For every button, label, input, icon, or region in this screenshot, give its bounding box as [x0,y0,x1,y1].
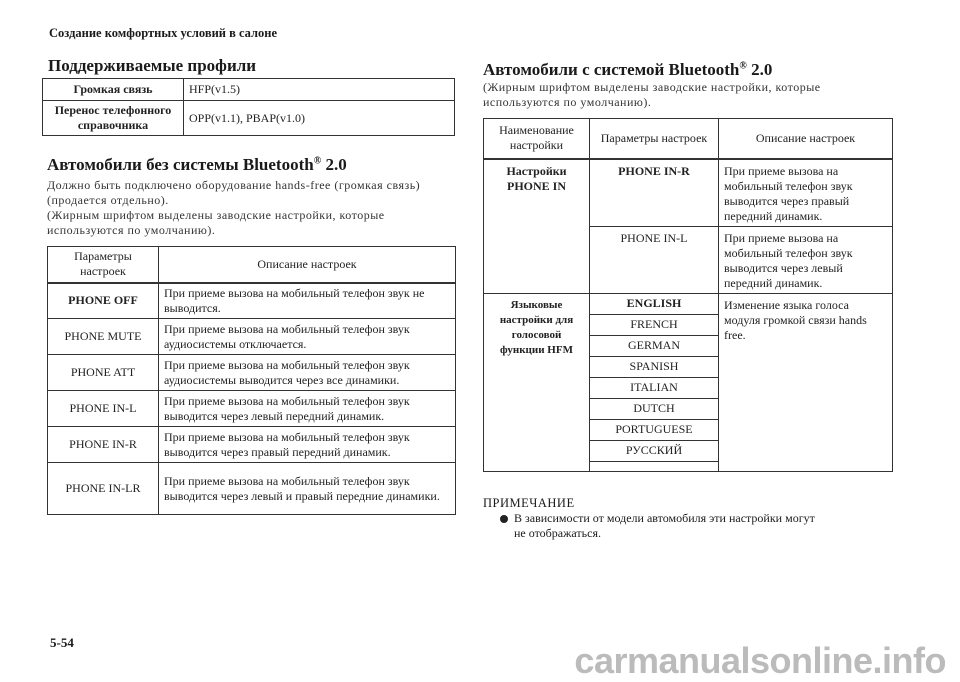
note-body: В зависимости от модели автомобиля эти настройки могут не отображаться. [500,511,815,541]
empty-cell [590,461,719,471]
bt-title: Автомобили с системой Bluetooth® 2.0 [483,60,773,79]
lang-option: ENGLISH [590,293,719,314]
page-number: 5-54 [50,635,74,650]
lang-option: SPANISH [590,356,719,377]
lang-option: ITALIAN [590,377,719,398]
nobt-paragraph: Должно быть подключено оборудование hands-free (громкая связь) (продается отдельно). (Жирным шрифтом выделены заводские настройки, которые используются по умолчанию). [47,178,421,237]
profile-name: Перенос телефонного справочника [43,101,184,136]
setting-desc: При приеме вызова на мобильный телефон звук выводится через левый передний динамик. [159,391,456,427]
setting-param: PHONE IN-R [48,427,159,463]
lang-option: FRENCH [590,314,719,335]
setting-desc: При приеме вызова на мобильный телефон звук аудиосистемы выводится через все динамики. [159,355,456,391]
setting-desc: При приеме вызова на мобильный телефон звук аудиосистемы отключается. [159,319,456,355]
watermark: carmanualsonline.info [574,640,946,681]
setting-param: PHONE IN-LR [48,463,159,515]
lang-option: РУССКИЙ [590,440,719,461]
bullet-icon [500,515,508,523]
setting-desc: При приеме вызова на мобильный телефон звук не выводится. [159,283,456,319]
setting-param: PHONE ATT [48,355,159,391]
col-header: Параметры настроек [590,119,719,159]
setting-param: PHONE IN-L [590,226,719,293]
setting-param: PHONE IN-L [48,391,159,427]
nobt-table [47,246,456,515]
col-header: Описание настроек [719,119,893,159]
lang-option: DUTCH [590,398,719,419]
profile-name: Громкая связь [43,79,184,101]
setting-param: PHONE OFF [48,283,159,319]
setting-name: Языковые настройки для голосовой функции HFM [484,293,590,471]
bt-paragraph: (Жирным шрифтом выделены заводские настройки, которые используются по умолчанию). [483,80,821,109]
setting-name: Настройки PHONE IN [484,159,590,294]
nobt-title: Автомобили без системы Bluetooth® 2.0 [47,155,347,174]
setting-param: PHONE IN-R [590,159,719,227]
col-header: Описание настроек [159,247,456,283]
profiles-title: Поддерживаемые профили [48,56,257,75]
setting-desc: При приеме вызова на мобильный телефон звук выводится через левый и правый передние динамики. [159,463,456,515]
col-header: Параметры настроек [48,247,159,283]
profile-value: OPP(v1.1), PBAP(v1.0) [184,101,455,136]
setting-desc: При приеме вызова на мобильный телефон звук выводится через левый передний динамик. [719,226,893,293]
page-header: Создание комфортных условий в салоне [49,26,278,40]
note-title: ПРИМЕЧАНИЕ [483,496,575,510]
lang-option: PORTUGUESE [590,419,719,440]
setting-param: PHONE MUTE [48,319,159,355]
setting-desc: При приеме вызова на мобильный телефон звук выводится через правый передний динамик. [159,427,456,463]
setting-desc: При приеме вызова на мобильный телефон звук выводится через правый передний динамик. [719,159,893,227]
col-header: Наименование настройки [484,119,590,159]
setting-desc: Изменение языка голоса модуля громкой связи hands free. [719,293,893,471]
bt-table [483,118,893,472]
profile-value: HFP(v1.5) [184,79,455,101]
profiles-table [42,78,455,136]
lang-option: GERMAN [590,335,719,356]
